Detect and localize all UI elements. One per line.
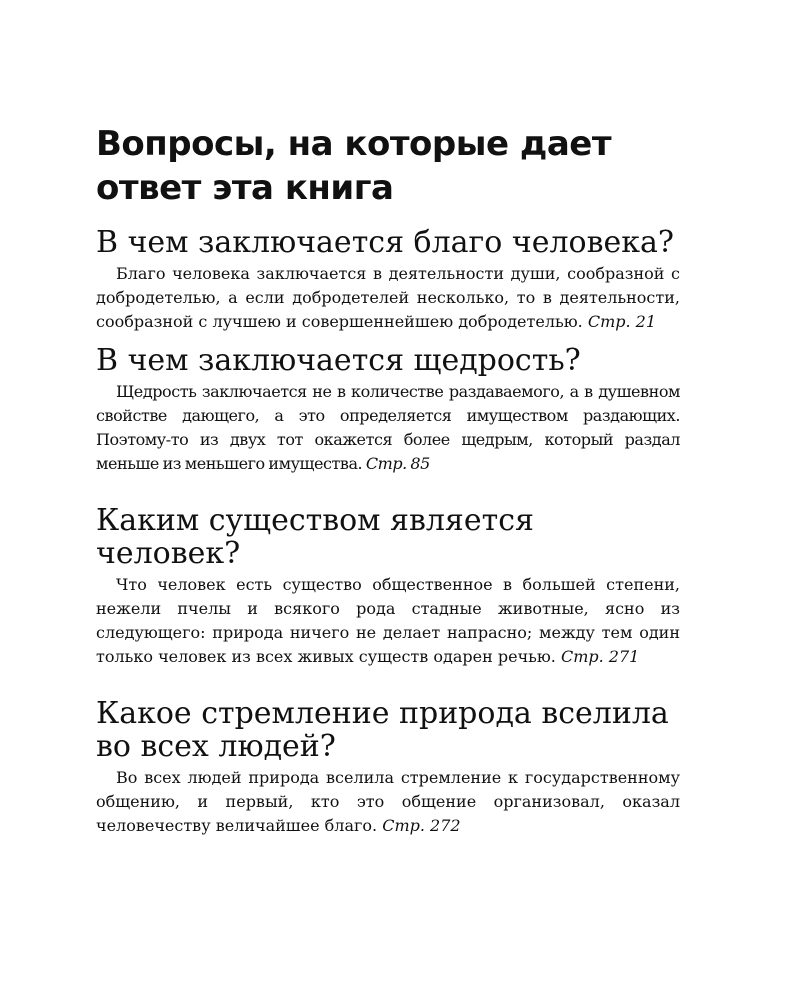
page-title: Вопросы, на которые дает ответ эта книга xyxy=(96,124,612,208)
answer-text xyxy=(96,380,680,476)
question-section xyxy=(96,504,680,669)
page-reference: Стр. 271 xyxy=(560,647,640,666)
question-section xyxy=(96,697,680,838)
answer-body: Щедрость заключается не в количестве раздаваемого, а в душевном свойстве дающего, а это определяется имуществом раздающих. Поэтому-то из двух тот окажется более щедрым, который раздал меньше из меньшего имущества. xyxy=(96,382,680,473)
book-page xyxy=(96,122,680,850)
answer-text xyxy=(96,766,680,838)
answer-text xyxy=(96,573,680,669)
answer-body: Во всех людей природа вселила стремление к государственному общению, и первый, кто это общение организовал, оказал человечеству величайшее благо. xyxy=(96,768,680,835)
question-section xyxy=(96,344,680,476)
page-reference: Стр. 272 xyxy=(382,816,461,835)
answer-body: Благо человека заключается в деятельности души, сообразной с добродетелью, а если добродетелей несколько, то в деятельности, сообразной с лучшею и совершеннейшею добродетелью. xyxy=(96,264,680,331)
question-heading: Какое стремление природа вселила во всех людей? xyxy=(96,696,669,764)
question-heading: В чем заключается щедрость? xyxy=(96,343,581,378)
page-reference: Стр. 85 xyxy=(365,454,430,473)
page-reference: Стр. 21 xyxy=(587,312,657,331)
question-heading: В чем заключается благо человека? xyxy=(96,225,674,260)
answer-body: Что человек есть существо общественное в большей степени, нежели пчелы и всякого рода стадные животные, ясно из следующего: природа ничего не делает напрасно; между тем один только человек из всех живых существ одарен речью. xyxy=(96,575,680,666)
answer-text xyxy=(96,262,680,334)
question-heading: Каким существом является человек? xyxy=(96,503,534,571)
question-section xyxy=(96,226,680,334)
